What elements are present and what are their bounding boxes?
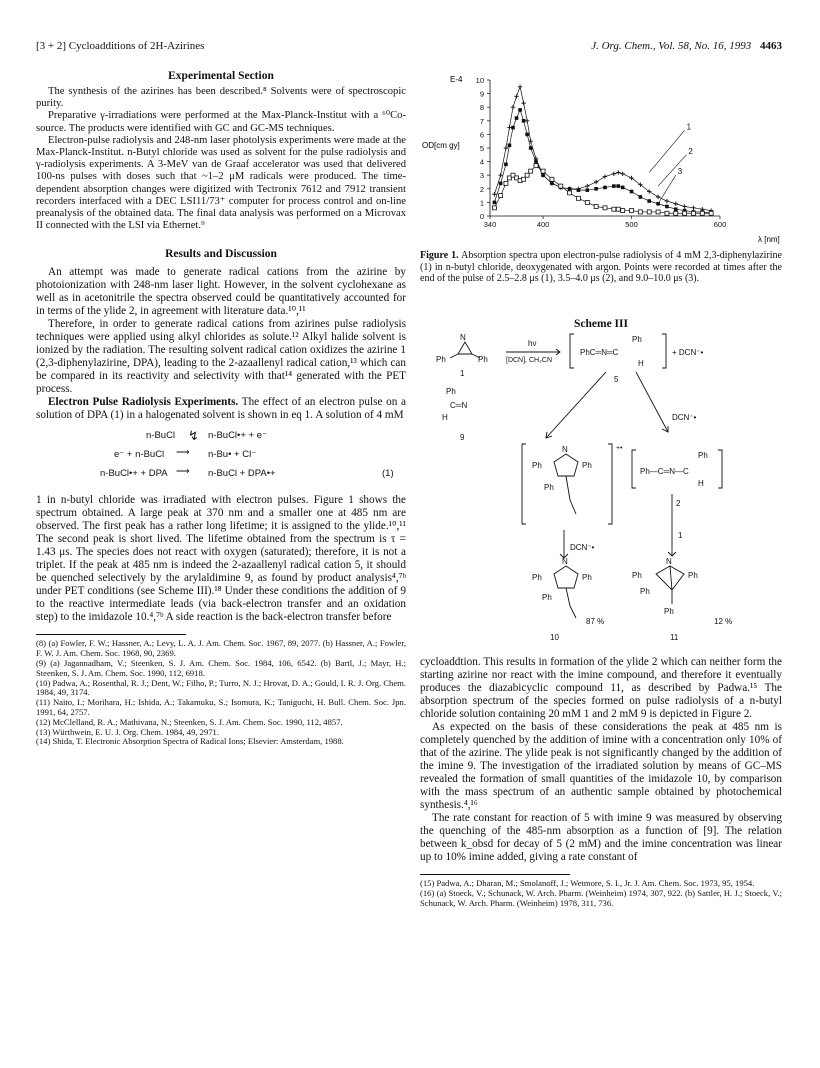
data-point bbox=[529, 146, 533, 150]
ylide-2-formula: Ph—C═N—C bbox=[640, 467, 689, 476]
data-point bbox=[674, 207, 678, 211]
data-point bbox=[550, 177, 554, 181]
data-point bbox=[515, 116, 519, 120]
data-point bbox=[504, 163, 508, 167]
running-header-right bbox=[520, 40, 782, 52]
x-tick-label: 400 bbox=[536, 220, 550, 229]
bond bbox=[670, 566, 672, 590]
data-point bbox=[522, 177, 526, 181]
data-point bbox=[534, 164, 538, 168]
exp-paragraph-1: The synthesis of the azirines has been described.⁸ Solvents were of spectroscopic purity. bbox=[36, 86, 406, 110]
data-point bbox=[700, 211, 704, 215]
compound-11-label: 11 bbox=[670, 633, 679, 642]
data-point bbox=[621, 209, 625, 213]
bicyclic-ph-left: Ph bbox=[632, 571, 642, 580]
eq-line1-left: n-BuCl bbox=[146, 430, 176, 442]
reaction-arrow-icon: ⟶ bbox=[176, 447, 190, 459]
data-point bbox=[508, 143, 512, 147]
figure-1-caption bbox=[420, 250, 782, 285]
data-point bbox=[665, 211, 669, 215]
data-point bbox=[559, 184, 563, 188]
journal-citation: J. Org. Chem., Vol. 58, No. 16, 1993 bbox=[591, 40, 752, 52]
exp-paragraph-3: Electron-pulse radiolysis and 248-nm laser photolysis experiments were made at the Max-Planck-Institut. n-Butyl chloride was used as solvent for the pulse radiolysis and γ-radiolysis experiments. A 3-MeV van de Graaf accelerator was used that delivered 100-ns pulses with doses such that ~1–2 μM radicals were produced. The time-dependent absorption changes were digitized with Tectronix 7612 and 7912 transient recorders interfaced with a DEC LSI11/73⁺ computer for process control and on-line preanalysis of the obtained data. The final data analysis was performed on a Microvax II connected with the LSI via Ethernet.⁹ bbox=[36, 134, 406, 232]
cation-ph-bottom: Ph bbox=[544, 483, 554, 492]
reaction-arrow-icon: ⟶ bbox=[176, 466, 190, 478]
data-point bbox=[504, 181, 508, 185]
data-point bbox=[691, 206, 695, 210]
figure-caption-label: Figure 1. bbox=[420, 250, 459, 261]
dcn-radical-anion-2: DCN⁻• bbox=[672, 413, 697, 422]
x-axis-label: λ [nm] bbox=[758, 235, 780, 244]
footnote-9: (9) (a) Jagannadham, V.; Steenken, S. J. Am. Chem. Soc. 1984, 106, 6542. (b) Bartl, J.; Mayr, H.; Steenken, S. J. Am. Chem. Soc. 1990, 112, 6918. bbox=[36, 658, 406, 678]
data-point bbox=[518, 108, 522, 112]
eq-number: (1) bbox=[382, 468, 394, 480]
footnote-13: (13) Würthwein, E. U. J. Org. Chem. 1984, 49, 2971. bbox=[36, 726, 219, 737]
x-tick-label: 340 bbox=[483, 220, 497, 229]
imine-h: H bbox=[442, 413, 448, 422]
data-point bbox=[630, 209, 634, 213]
page-number: 4463 bbox=[760, 40, 782, 52]
compound-5-label: 5 bbox=[614, 375, 619, 384]
curve-label: 3 bbox=[677, 167, 683, 177]
cation-n: N bbox=[562, 445, 568, 454]
y-tick-label: 2 bbox=[479, 184, 484, 194]
data-point bbox=[639, 195, 643, 199]
eq-line1-right: n-BuCl•+ + e⁻ bbox=[208, 430, 268, 442]
bracket-right bbox=[718, 450, 722, 488]
ylide-ph: Ph bbox=[698, 451, 708, 460]
data-point bbox=[492, 206, 496, 210]
series-1 bbox=[492, 85, 713, 213]
bond bbox=[450, 354, 458, 358]
scheme-title-text: Scheme III bbox=[574, 318, 628, 330]
results-paragraph-1: An attempt was made to generate radical cations from the azirine by photoionization with 248-nm laser light. However, in the solvent cyclohexane as well as in acetonitrile the spectra observed could be quantitatively accounted for in terms of the ylide 2, in agreement with literature data.¹⁰,¹¹ bbox=[36, 266, 406, 318]
compound-2-label: 2 bbox=[676, 499, 681, 508]
data-point bbox=[585, 200, 589, 204]
yield-10: 87 % bbox=[586, 617, 605, 626]
bicyclic-n: N bbox=[666, 557, 672, 566]
hv-label: hν bbox=[528, 339, 537, 348]
data-point bbox=[665, 199, 669, 203]
yield-11: 12 % bbox=[714, 617, 733, 626]
data-point bbox=[585, 184, 589, 188]
bracket-left bbox=[522, 444, 526, 524]
data-point bbox=[656, 210, 660, 214]
eq-line2-left: e⁻ + n-BuCl bbox=[114, 449, 165, 461]
footnote-15: (15) Padwa, A.; Dharan, M.; Smolanoff, J.; Wetmore, S. I., Jr. J. Am. Chem. Soc. 1973, 95, 1954. bbox=[420, 878, 755, 888]
data-point bbox=[638, 210, 642, 214]
dcn-radical-anion: + DCN⁻• bbox=[672, 348, 704, 357]
data-point bbox=[594, 180, 598, 184]
data-point bbox=[525, 119, 529, 123]
footnote-rule-right bbox=[420, 874, 570, 875]
lightning-arrow-icon: ↯ bbox=[188, 428, 199, 444]
y-axis-multiplier: E-4 bbox=[450, 75, 463, 84]
data-point bbox=[507, 125, 511, 129]
radical-cation-sign: +• bbox=[616, 445, 623, 452]
data-point bbox=[586, 188, 590, 192]
data-point bbox=[709, 211, 713, 215]
series-line bbox=[494, 87, 711, 211]
y-tick-label: 5 bbox=[479, 144, 484, 153]
azirine-ph-left: Ph bbox=[436, 355, 446, 364]
data-point bbox=[504, 146, 508, 150]
results-heading: Results and Discussion bbox=[165, 248, 277, 261]
right-paragraph-2: As expected on the basis of these considerations the peak at 485 nm is completely quenched by the addition of imine with a concentration only 10% of that of the azirine. The ylide peak is not significantly changed by the addition of the imine 9. The investigation of the irradiated solution by means of GC–MS revealed the formation of small quantities of the imidazole 10, by comparison with the mass spectrum of an authentic sample obtained by photochemical synthesis.⁴,¹⁶ bbox=[420, 721, 782, 811]
after-equation-paragraph: 1 in n-butyl chloride was irradiated with electron pulses. Figure 1 shows the spectrum obtained. A large peak at 370 nm and a smaller one at 485 nm are observed. The first peak has a rather long lifetime; it is assigned to the ylide.¹⁰,¹¹ The second peak is short lived. The lifetime obtained from the spectrum is τ = 1.43 μs. The species does not react with oxygen (saturated); therefore, it is not a triplet. If the peak at 485 nm is indeed the 2-azaallenyl radical cation 5, it should be quenched selectively by the arylaldimine 9, as found by product analysis⁴,⁷ᵇ under PET conditions (see Scheme III).¹⁸ Under these conditions the addition of 9 to the reactive intermediate leads (via back-electron transfer and an oxidation step) to the imidazole 10.⁴,⁷ᵇ A side reaction is the back-electron transfer before bbox=[36, 494, 406, 624]
data-point bbox=[691, 211, 695, 215]
compound-10-label: 10 bbox=[550, 633, 559, 642]
y-tick-label: 6 bbox=[479, 130, 484, 140]
footnote-rule bbox=[36, 634, 186, 635]
eq-line3-left: n-BuCl•+ + DPA bbox=[100, 468, 168, 480]
right-paragraph-1: cycloaddtion. This results in formation of the ylide 2 which can neither form the starting azirine nor react with the imine compound, and therefore it eventually produces the diazabicyclic compound 11, as described by Padwa.¹⁵ The absorption spectrum of the species formed on pulse radiolysis of a n-butyl chloride solution containing 20 mM 1 and 2 mM 9 is depicted in Figure 2. bbox=[420, 656, 782, 720]
data-point bbox=[576, 196, 580, 200]
y-tick-label: 0 bbox=[479, 212, 484, 221]
epr-heading: Electron Pulse Radiolysis Experiments. bbox=[48, 396, 239, 409]
data-point bbox=[577, 188, 581, 192]
dcn-radical-anion-3: DCN⁻• bbox=[570, 543, 595, 552]
arrow-to-ylide bbox=[636, 372, 668, 432]
y-tick-label: 8 bbox=[479, 103, 484, 113]
data-point bbox=[647, 210, 651, 214]
left-column bbox=[36, 70, 406, 747]
data-point bbox=[511, 126, 515, 130]
footnote-12: (12) McClelland, R. A.; Mathivana, N.; Steenken, S. J. Am. Chem. Soc. 1990, 112, 4857. bbox=[36, 716, 343, 727]
data-point bbox=[529, 169, 533, 173]
imine-formula: C═N bbox=[450, 401, 468, 410]
figure-1-chart bbox=[420, 68, 790, 246]
bracket-left bbox=[570, 334, 574, 368]
y-axis-label: OD[cm gy] bbox=[422, 141, 460, 150]
curve-label: 1 bbox=[686, 122, 692, 132]
data-point bbox=[656, 195, 660, 199]
curve-label: 2 bbox=[688, 146, 693, 156]
imidazoline-ring bbox=[554, 454, 578, 476]
footnote-8: (8) (a) Fowler, F. W.; Hassner, A.; Levy, L. A. J. Am. Chem. Soc. 1967, 89, 2077. (b) Hassner, A.; Fowler, F. W. J. Am. Chem. Soc. 1968, 90, 2369. bbox=[36, 638, 406, 659]
data-point bbox=[674, 211, 678, 215]
data-point bbox=[493, 201, 497, 205]
bond bbox=[570, 500, 576, 514]
imine-ph: Ph bbox=[446, 387, 456, 396]
data-point bbox=[525, 173, 529, 177]
bond bbox=[566, 588, 570, 606]
bicyclic-ph-mid: Ph bbox=[640, 587, 650, 596]
data-point bbox=[621, 186, 625, 190]
azirine-ph-right: Ph bbox=[478, 355, 488, 364]
data-point bbox=[499, 182, 503, 186]
bracket-left bbox=[632, 450, 636, 488]
figure-caption-text: Absorption spectra upon electron-pulse radiolysis of 4 mM 2,3-diphenylazirine (1) in n-butyl chloride, deoxygenated with argon. Points were recorded at times after the end of the pulse of 2.5–2.8 μs (1), 3.5–4.0 μs (2), and 9.0–10.0 μs (3). bbox=[420, 250, 782, 285]
footnote-10: (10) Padwa, A.; Rosenthal, R. J.; Dent, W.; Filho, P.; Turro, N. J.; Hrovat, D. A.; Gould, I. R. J. Org. Chem. 1984, 49, 3174. bbox=[36, 677, 406, 698]
data-point bbox=[620, 172, 624, 176]
data-point bbox=[514, 94, 518, 98]
y-tick-label: 9 bbox=[479, 89, 484, 99]
bicyclic-ph-right: Ph bbox=[688, 571, 698, 580]
cation-ph-right: Ph bbox=[582, 461, 592, 470]
series-line bbox=[494, 110, 711, 213]
data-point bbox=[518, 85, 522, 89]
imidazole-ph-left: Ph bbox=[532, 573, 542, 582]
chart-marks bbox=[492, 85, 713, 216]
data-point bbox=[683, 211, 687, 215]
compound-1-label: 1 bbox=[460, 369, 465, 378]
cation-h: H bbox=[638, 359, 644, 368]
azirine-ring bbox=[458, 342, 472, 354]
data-point bbox=[612, 184, 616, 188]
bicyclic-ph-bottom: Ph bbox=[664, 607, 674, 616]
data-point bbox=[665, 205, 669, 209]
bracket-right bbox=[608, 444, 612, 524]
data-point bbox=[568, 187, 572, 191]
data-point bbox=[568, 191, 572, 195]
cation-ph: Ph bbox=[632, 335, 642, 344]
data-point bbox=[603, 174, 607, 178]
eq-line3-right: n-BuCl + DPA•+ bbox=[208, 468, 276, 480]
data-point bbox=[656, 202, 660, 206]
y-tick-label: 7 bbox=[479, 116, 484, 126]
right-paragraph-3: The rate constant for reaction of 5 with imine 9 was measured by observing the quenching of the 485-nm absorption as a function of [9]. The relation between k_obsd for decay of 5 (2 mM) and the imine concentration was linear up to 10% imine added, giving a rate constant of bbox=[420, 812, 782, 863]
azirine-n: N bbox=[460, 333, 466, 342]
data-point bbox=[525, 133, 529, 137]
data-point bbox=[647, 199, 651, 203]
data-point bbox=[603, 206, 607, 210]
y-tick-label: 4 bbox=[479, 157, 484, 167]
experimental-heading: Experimental Section bbox=[168, 70, 274, 82]
data-point bbox=[594, 187, 598, 191]
results-paragraph-2: Therefore, in order to generate radical cations from azirines pulse radiolysis techniques were applied using alkyl chlorides as solute.¹² Alkyl halide solvent is ionized by the radiation. The resulting solvent radical cation oxidizes the azirine 1 (2,3-diphenylazirine, DPA), leading to the 2-azaallenyl radical cation,¹³ which can be compared in its reactivity and selectivity with that¹⁴ generated with the PET process. bbox=[36, 318, 406, 396]
data-point bbox=[612, 207, 616, 211]
cation-5-formula: PhC═N═C bbox=[580, 348, 619, 357]
imidazole-ring bbox=[554, 566, 578, 588]
data-point bbox=[511, 105, 515, 109]
compound-9-label: 9 bbox=[460, 433, 465, 442]
curve-label-leader bbox=[649, 130, 684, 172]
bond bbox=[570, 606, 576, 618]
conditions-label: [DCN], CH₃CN bbox=[506, 357, 553, 364]
data-point bbox=[616, 170, 620, 174]
data-point bbox=[534, 160, 538, 164]
right-column-text bbox=[420, 656, 782, 908]
footnote-11: (11) Naito, I.; Morihara, H.; Ishida, A.; Takamuku, S.; Isomura, K.; Taniguchi, H. Bull. Chem. Soc. Jpn. 1991, 64, 2757. bbox=[36, 697, 406, 718]
arrow-to-9-adduct bbox=[546, 372, 606, 438]
data-point bbox=[541, 169, 545, 173]
data-point bbox=[521, 101, 525, 105]
footnote-14: (14) Shida, T. Electronic Absorption Spectra of Radical Ions; Elsevier: Amsterdam, 1988. bbox=[36, 736, 344, 747]
y-tick-label: 1 bbox=[479, 198, 484, 208]
imidazole-n: N bbox=[562, 557, 568, 566]
data-point bbox=[682, 204, 686, 208]
imidazole-ph-bottom: Ph bbox=[542, 593, 552, 602]
scheme-iii-diagram bbox=[436, 328, 786, 646]
bracket-right bbox=[662, 334, 666, 368]
data-point bbox=[522, 119, 526, 123]
epr-paragraph bbox=[36, 396, 406, 422]
eq-line2-right: n-Bu• + Cl⁻ bbox=[208, 449, 257, 461]
footnote-16: (16) (a) Stoeck, V.; Schunack, W. Arch. Pharm. (Weinheim) 1974, 307, 922. (b) Sattler, H. J.; Stoeck, V.; Schunack, W. Arch. Pharm. (Weinheim) 1978, 311, 736. bbox=[420, 887, 782, 908]
reagent-1-label: 1 bbox=[678, 531, 683, 540]
data-point bbox=[492, 192, 496, 196]
data-point bbox=[499, 194, 503, 198]
data-point bbox=[541, 173, 545, 177]
data-point bbox=[550, 182, 554, 186]
ylide-h: H bbox=[698, 479, 704, 488]
cation-ph-left: Ph bbox=[532, 461, 542, 470]
running-header-left: [3 + 2] Cycloadditions of 2H-Azirines bbox=[36, 40, 205, 52]
data-point bbox=[630, 190, 634, 194]
x-tick-label: 500 bbox=[625, 220, 638, 229]
data-point bbox=[616, 207, 620, 211]
x-tick-label: 600 bbox=[713, 220, 727, 229]
exp-paragraph-2: Preparative γ-irradiations were performed at the Max-Planck-Institut with a ⁶⁰Co-source. The products were identified with GC and GC-MS techniques. bbox=[36, 110, 406, 134]
imidazole-ph-right: Ph bbox=[582, 573, 592, 582]
data-point bbox=[616, 184, 620, 188]
y-tick-label: 3 bbox=[479, 171, 484, 181]
data-point bbox=[612, 172, 616, 176]
equation-1 bbox=[36, 430, 406, 488]
y-tick-label: 10 bbox=[475, 76, 484, 85]
epr-text: The effect of an electron pulse on a solution of DPA (1) in a halogenated solvent is shown in eq 1. A solution of 4 mM bbox=[36, 396, 406, 422]
data-point bbox=[674, 202, 678, 206]
data-point bbox=[603, 186, 607, 190]
bond bbox=[566, 476, 570, 500]
data-point bbox=[594, 204, 598, 208]
